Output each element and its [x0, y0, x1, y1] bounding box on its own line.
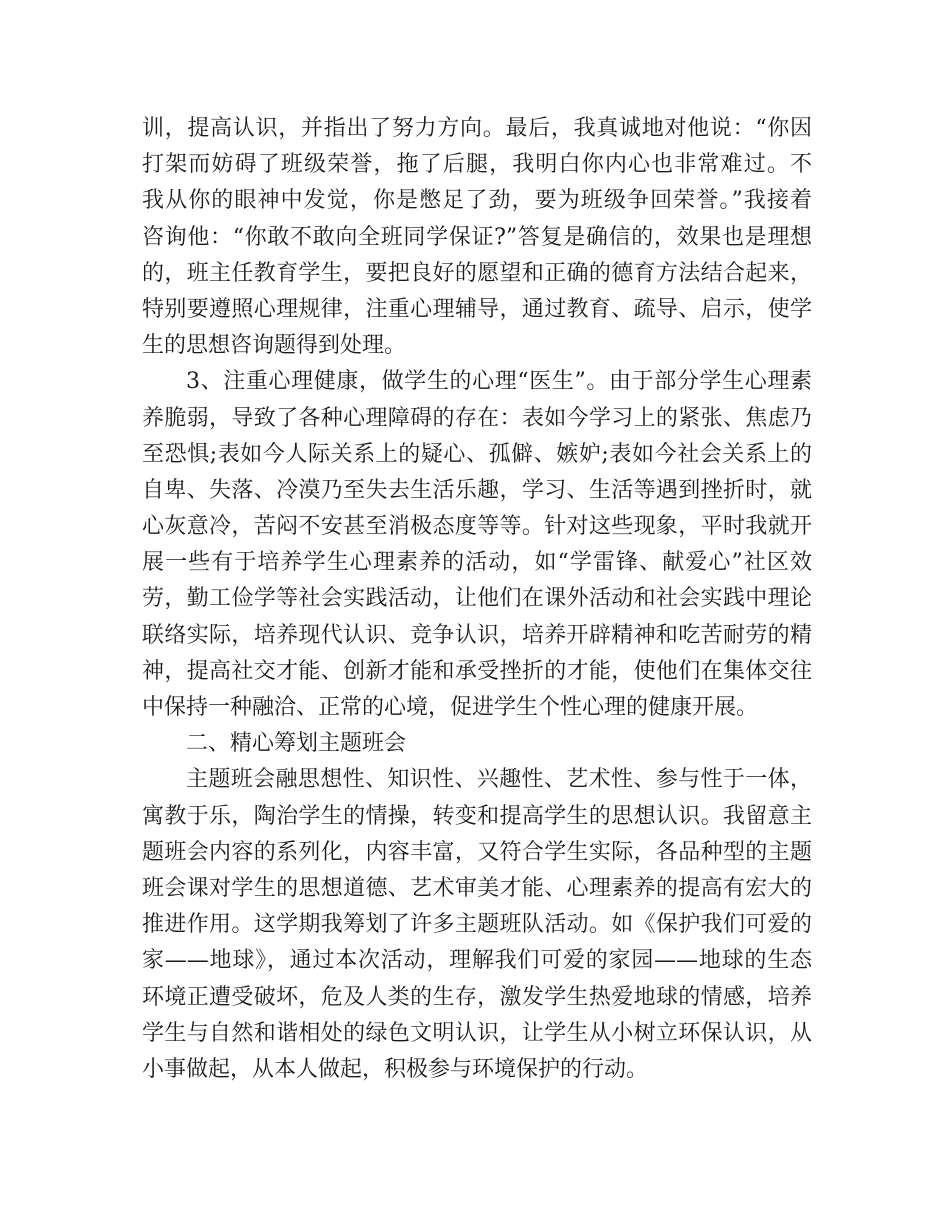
text-line: 生的思想咨询题得到处理。	[142, 333, 407, 359]
text-line: 二、精心筹划主题班会	[186, 731, 407, 757]
text-line: 劳，勤工俭学等社会实践活动，让他们在课外活动和社会实践中理论	[142, 586, 812, 612]
text-line: 环境正遭受破坏，危及人类的生存，激发学生热爱地球的情感，培养	[142, 984, 812, 1010]
text-line: 特别要遵照心理规律，注重心理辅导，通过教育、疏导、启示，使学	[142, 296, 812, 322]
text-line: 学生与自然和谐相处的绿色文明认识，让学生从小树立环保认识，从	[142, 1020, 812, 1046]
text-line: 展一些有于培养学生心理素养的活动，如“学雷锋、献爱心”社区效	[142, 550, 812, 576]
text-line: 题班会内容的系列化，内容丰富，又符合学生实际，各品种型的主题	[142, 839, 812, 865]
text-line: 班会课对学生的思想道德、艺术审美才能、心理素养的提高有宏大的	[142, 875, 812, 901]
text-line: 养脆弱，导致了各种心理障碍的存在：表如今学习上的紧张、焦虑乃	[142, 405, 812, 431]
text-line: 我从你的眼神中发觉，你是憋足了劲，要为班级争回荣誉。”我接着	[142, 188, 812, 214]
text-line: 中保持一种融洽、正常的心境，促进学生个性心理的健康开展。	[142, 695, 759, 720]
text-line: 至恐惧;表如今人际关系上的疑心、孤僻、嫉妒;表如今社会关系上的	[142, 441, 812, 467]
text-line: 自卑、失落、冷漠乃至失去生活乐趣，学习、生活等遇到挫折时，就	[142, 477, 812, 503]
text-line: 训，提高认识，并指出了努力方向。最后，我真诚地对他说：“你因	[142, 116, 812, 141]
text-line: 咨询他：“你敢不敢向全班同学保证?”答复是确信的，效果也是理想	[142, 224, 812, 250]
text-line: 小事做起，从本人做起，积极参与环境保护的行动。	[142, 1056, 649, 1082]
text-line: 寓教于乐，陶治学生的情操，转变和提高学生的思想认识。我留意主	[142, 803, 812, 829]
text-line: 家——地球》，通过本次活动，理解我们可爱的家园——地球的生态	[142, 948, 812, 974]
text-line: 心灰意冷，苦闷不安甚至消极态度等等。针对这些现象，平时我就开	[142, 514, 812, 540]
text-line: 联络实际，培养现代认识、竞争认识，培养开辟精神和吃苦耐劳的精	[142, 622, 812, 648]
text-line: 推进作用。这学期我筹划了许多主题班队活动。如《保护我们可爱的	[142, 912, 812, 938]
text-line: 主题班会融思想性、知识性、兴趣性、艺术性、参与性于一体，	[186, 767, 812, 793]
document-body	[142, 111, 812, 1088]
text-line: 打架而妨碍了班级荣誉，拖了后腿，我明白你内心也非常难过。不	[142, 152, 812, 178]
text-line: 3、注重心理健康，做学生的心理“医生”。由于部分学生心理素	[186, 369, 812, 395]
text-line: 的，班主任教育学生，要把良好的愿望和正确的德育方法结合起来，	[142, 260, 812, 286]
text-line: 神，提高社交才能、创新才能和承受挫折的才能，使他们在集体交往	[142, 658, 812, 684]
